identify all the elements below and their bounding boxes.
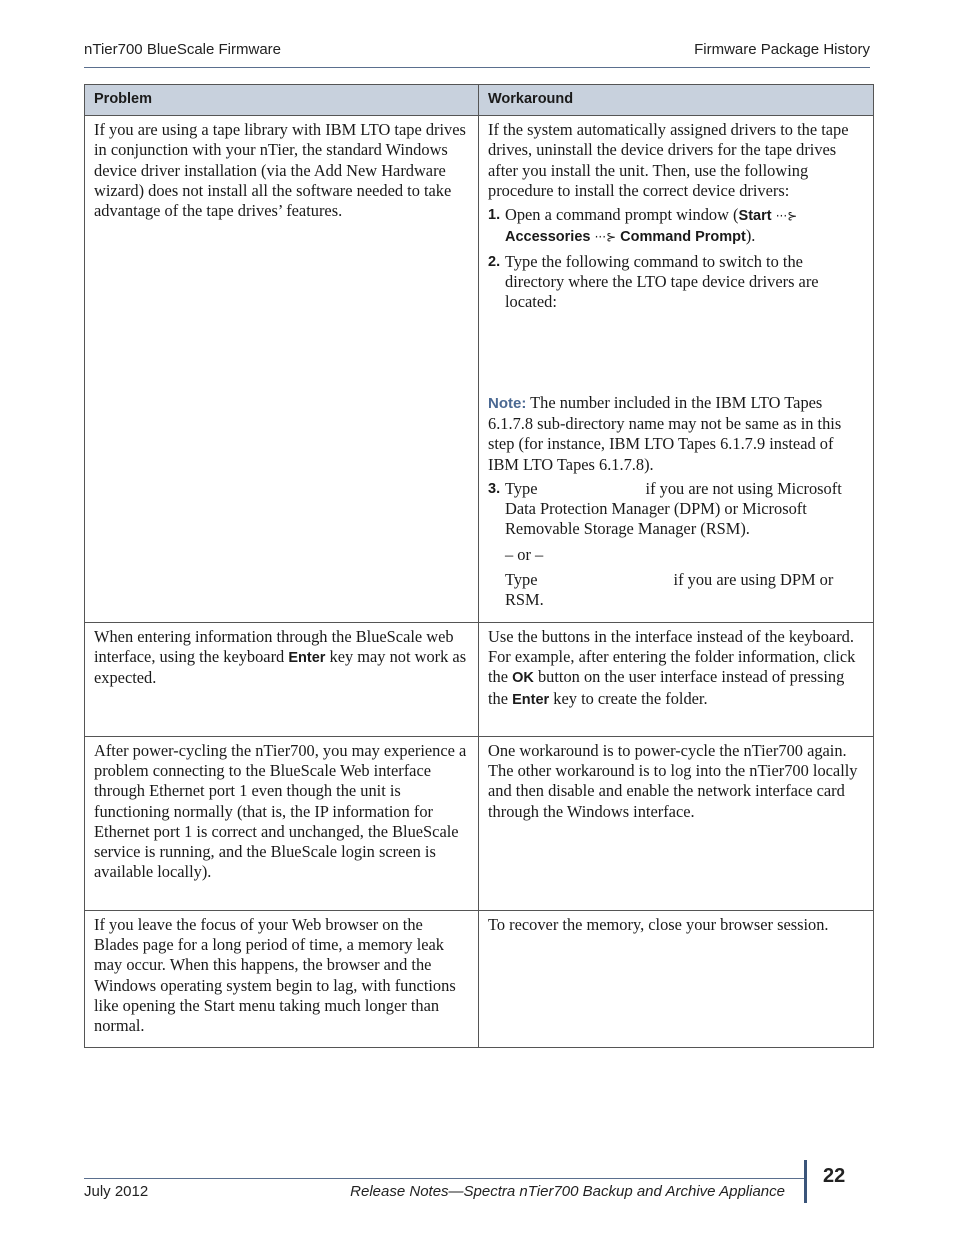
workaround-cell: To recover the memory, close your browser session. xyxy=(479,910,874,1048)
workaround-cell: One workaround is to power-cycle the nTier700 again. The other workaround is to log into the nTier700 locally and then disable and enable the network interface card through the Windows interface. xyxy=(479,736,874,910)
start-menu-label: Start xyxy=(738,208,772,225)
workaround-cell: Use the buttons in the interface instead of the keyboard. For example, after entering the folder information, click the OK button on the user interface instead of pressing the Enter key to create the folder. xyxy=(479,622,874,736)
or-separator: – or – xyxy=(505,544,544,564)
alternative-step: Type if you are using DPM or RSM. xyxy=(505,570,834,610)
footer-title: Release Notes—Spectra nTier700 Backup and Archive Appliance xyxy=(350,1183,785,1200)
page-number: 22 xyxy=(823,1165,846,1187)
problem-cell: If you are using a tape library with IBM LTO tape drives in conjunction with your nTier, the standard Windows device driver installation (via the Add New Hardware wizard) does not install all the software needed to take advantage of the tape drives’ features. xyxy=(85,116,479,623)
footer-date: July 2012 xyxy=(84,1183,149,1200)
step-number: 1. xyxy=(488,207,501,224)
table-row xyxy=(85,116,874,623)
table-header-row xyxy=(85,85,874,116)
running-header-left: nTier700 BlueScale Firmware xyxy=(84,41,282,58)
problem-cell: If you leave the focus of your Web browser on the Blades page for a long period of time, a memory leak may occur. When this happens, the browser and the Windows operating system begin to lag, with functions like opening the Start menu taking much longer than normal. xyxy=(85,910,479,1048)
footer-divider xyxy=(84,1178,805,1179)
step-1: 1. Open a command prompt window (Start ···⊱ Accessories ···⊱ Command Prompt). xyxy=(488,205,798,246)
command-placeholder xyxy=(488,313,864,379)
menu-path-arrow-icon: ···⊱ xyxy=(775,209,798,224)
issues-table xyxy=(84,84,874,1048)
footer-page-bar xyxy=(804,1160,807,1203)
table-row xyxy=(85,622,874,736)
step-number: 3. xyxy=(488,480,501,497)
menu-path-arrow-icon: ···⊱ xyxy=(594,230,617,245)
step-2: 2. Type the following command to switch to the directory where the LTO tape device drivers are located: xyxy=(488,251,819,312)
ok-button-label: OK xyxy=(512,670,534,687)
running-header-right: Firmware Package History xyxy=(694,41,870,58)
step-number: 2. xyxy=(488,253,501,270)
problem-cell: After power-cycling the nTier700, you may experience a problem connecting to the BlueScale Web interface through Ethernet port 1 even though the unit is functioning normally (that is, the IP information for Ethernet port 1 is correct and unchanged, the BlueScale service is running, and the BlueScale login screen is available locally). xyxy=(85,736,479,910)
step-3: 3. Type if you are not using Microsoft Data Protection Manager (DPM) or Microsoft Removable Storage Manager (RSM). xyxy=(488,478,842,539)
table-row xyxy=(85,736,874,910)
accessories-menu-label: Accessories xyxy=(505,229,591,246)
enter-key-label: Enter xyxy=(288,649,326,666)
table-row xyxy=(85,910,874,1048)
note: Note: The number included in the IBM LTO Tapes 6.1.7.8 sub-directory name may not be same as in this step (for instance, IBM LTO Tapes 6.1.7.9 instead of IBM LTO Tapes 6.1.7.8). xyxy=(488,392,842,474)
workaround-intro: If the system automatically assigned drivers to the tape drives, uninstall the device drivers for the tape drives after you install the unit. Then, use the following procedure to install the correct device drivers: xyxy=(488,120,849,200)
note-label: Note: xyxy=(488,394,527,412)
command-prompt-label: Command Prompt xyxy=(620,229,746,246)
enter-key-label: Enter xyxy=(512,691,550,708)
column-header-workaround: Workaround xyxy=(479,85,874,116)
header-divider xyxy=(84,67,870,68)
problem-cell: When entering information through the BlueScale web interface, using the keyboard Enter key may not work as expected. xyxy=(85,622,479,736)
column-header-problem: Problem xyxy=(85,85,479,116)
workaround-cell xyxy=(479,116,874,623)
